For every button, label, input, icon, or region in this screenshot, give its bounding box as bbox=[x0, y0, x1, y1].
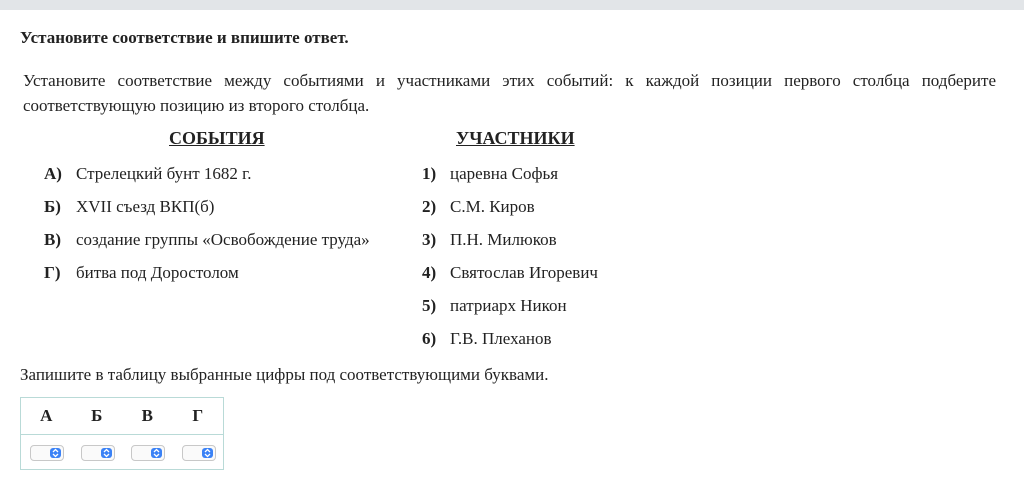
chevron-updown-icon bbox=[101, 448, 112, 458]
event-label: А) bbox=[44, 164, 62, 183]
events-header: СОБЫТИЯ bbox=[169, 128, 265, 148]
answer-select-g[interactable] bbox=[182, 445, 216, 461]
answer-column-header: В bbox=[141, 406, 153, 425]
answer-column-header: Г bbox=[192, 406, 204, 425]
answer-column-header: Б bbox=[91, 406, 103, 425]
answer-table-header bbox=[21, 398, 223, 435]
participant-row bbox=[422, 230, 557, 250]
participant-row bbox=[422, 296, 567, 316]
answer-select-a[interactable] bbox=[30, 445, 64, 461]
participant-label: 3) bbox=[422, 230, 437, 249]
task-text: Установите соответствие между событиями и участниками этих событий: к каждой позиции первого столбца подберите соответствующую позицию из второго столбца. bbox=[23, 71, 996, 115]
participant-text: царевна Софья bbox=[450, 164, 559, 183]
chevron-updown-icon bbox=[151, 448, 162, 458]
answer-cell bbox=[173, 435, 224, 471]
event-label: Б) bbox=[44, 197, 61, 216]
chevron-updown-icon bbox=[202, 448, 213, 458]
instruction-heading: Установите соответствие и впишите ответ. bbox=[20, 28, 349, 47]
participant-label: 6) bbox=[422, 329, 437, 348]
participant-row bbox=[422, 164, 558, 184]
answer-table-row bbox=[21, 435, 223, 471]
participants-header: УЧАСТНИКИ bbox=[456, 128, 575, 148]
event-text: Стрелецкий бунт 1682 г. bbox=[76, 164, 252, 183]
participant-text: Святослав Игоревич bbox=[450, 263, 598, 282]
participant-row bbox=[422, 329, 552, 349]
event-text: XVII съезд ВКП(б) bbox=[76, 197, 215, 216]
event-label: В) bbox=[44, 230, 61, 249]
participant-label: 5) bbox=[422, 296, 437, 315]
event-row bbox=[44, 197, 214, 217]
participant-label: 4) bbox=[422, 263, 437, 282]
top-bar bbox=[0, 0, 1024, 10]
participant-text: С.М. Киров bbox=[450, 197, 535, 216]
event-text: битва под Доростолом bbox=[76, 263, 239, 282]
answer-cell bbox=[72, 435, 123, 471]
answer-cell bbox=[122, 435, 173, 471]
participant-row bbox=[422, 263, 598, 283]
participant-label: 2) bbox=[422, 197, 437, 216]
answer-select-v[interactable] bbox=[131, 445, 165, 461]
participant-row bbox=[422, 197, 535, 217]
answer-column-header: А bbox=[40, 406, 53, 425]
event-row bbox=[44, 164, 251, 184]
answer-table bbox=[20, 397, 224, 470]
participant-text: патриарх Никон bbox=[450, 296, 567, 315]
event-text: создание группы «Освобождение труда» bbox=[76, 230, 370, 249]
participant-text: Г.В. Плеханов bbox=[450, 329, 552, 348]
event-row bbox=[44, 263, 239, 283]
event-label: Г) bbox=[44, 263, 61, 282]
table-note: Запишите в таблицу выбранные цифры под соответствующими буквами. bbox=[20, 365, 549, 384]
chevron-updown-icon bbox=[50, 448, 61, 458]
participant-text: П.Н. Милюков bbox=[450, 230, 557, 249]
event-row bbox=[44, 230, 370, 250]
participant-label: 1) bbox=[422, 164, 437, 183]
answer-select-b[interactable] bbox=[81, 445, 115, 461]
answer-cell bbox=[21, 435, 72, 471]
